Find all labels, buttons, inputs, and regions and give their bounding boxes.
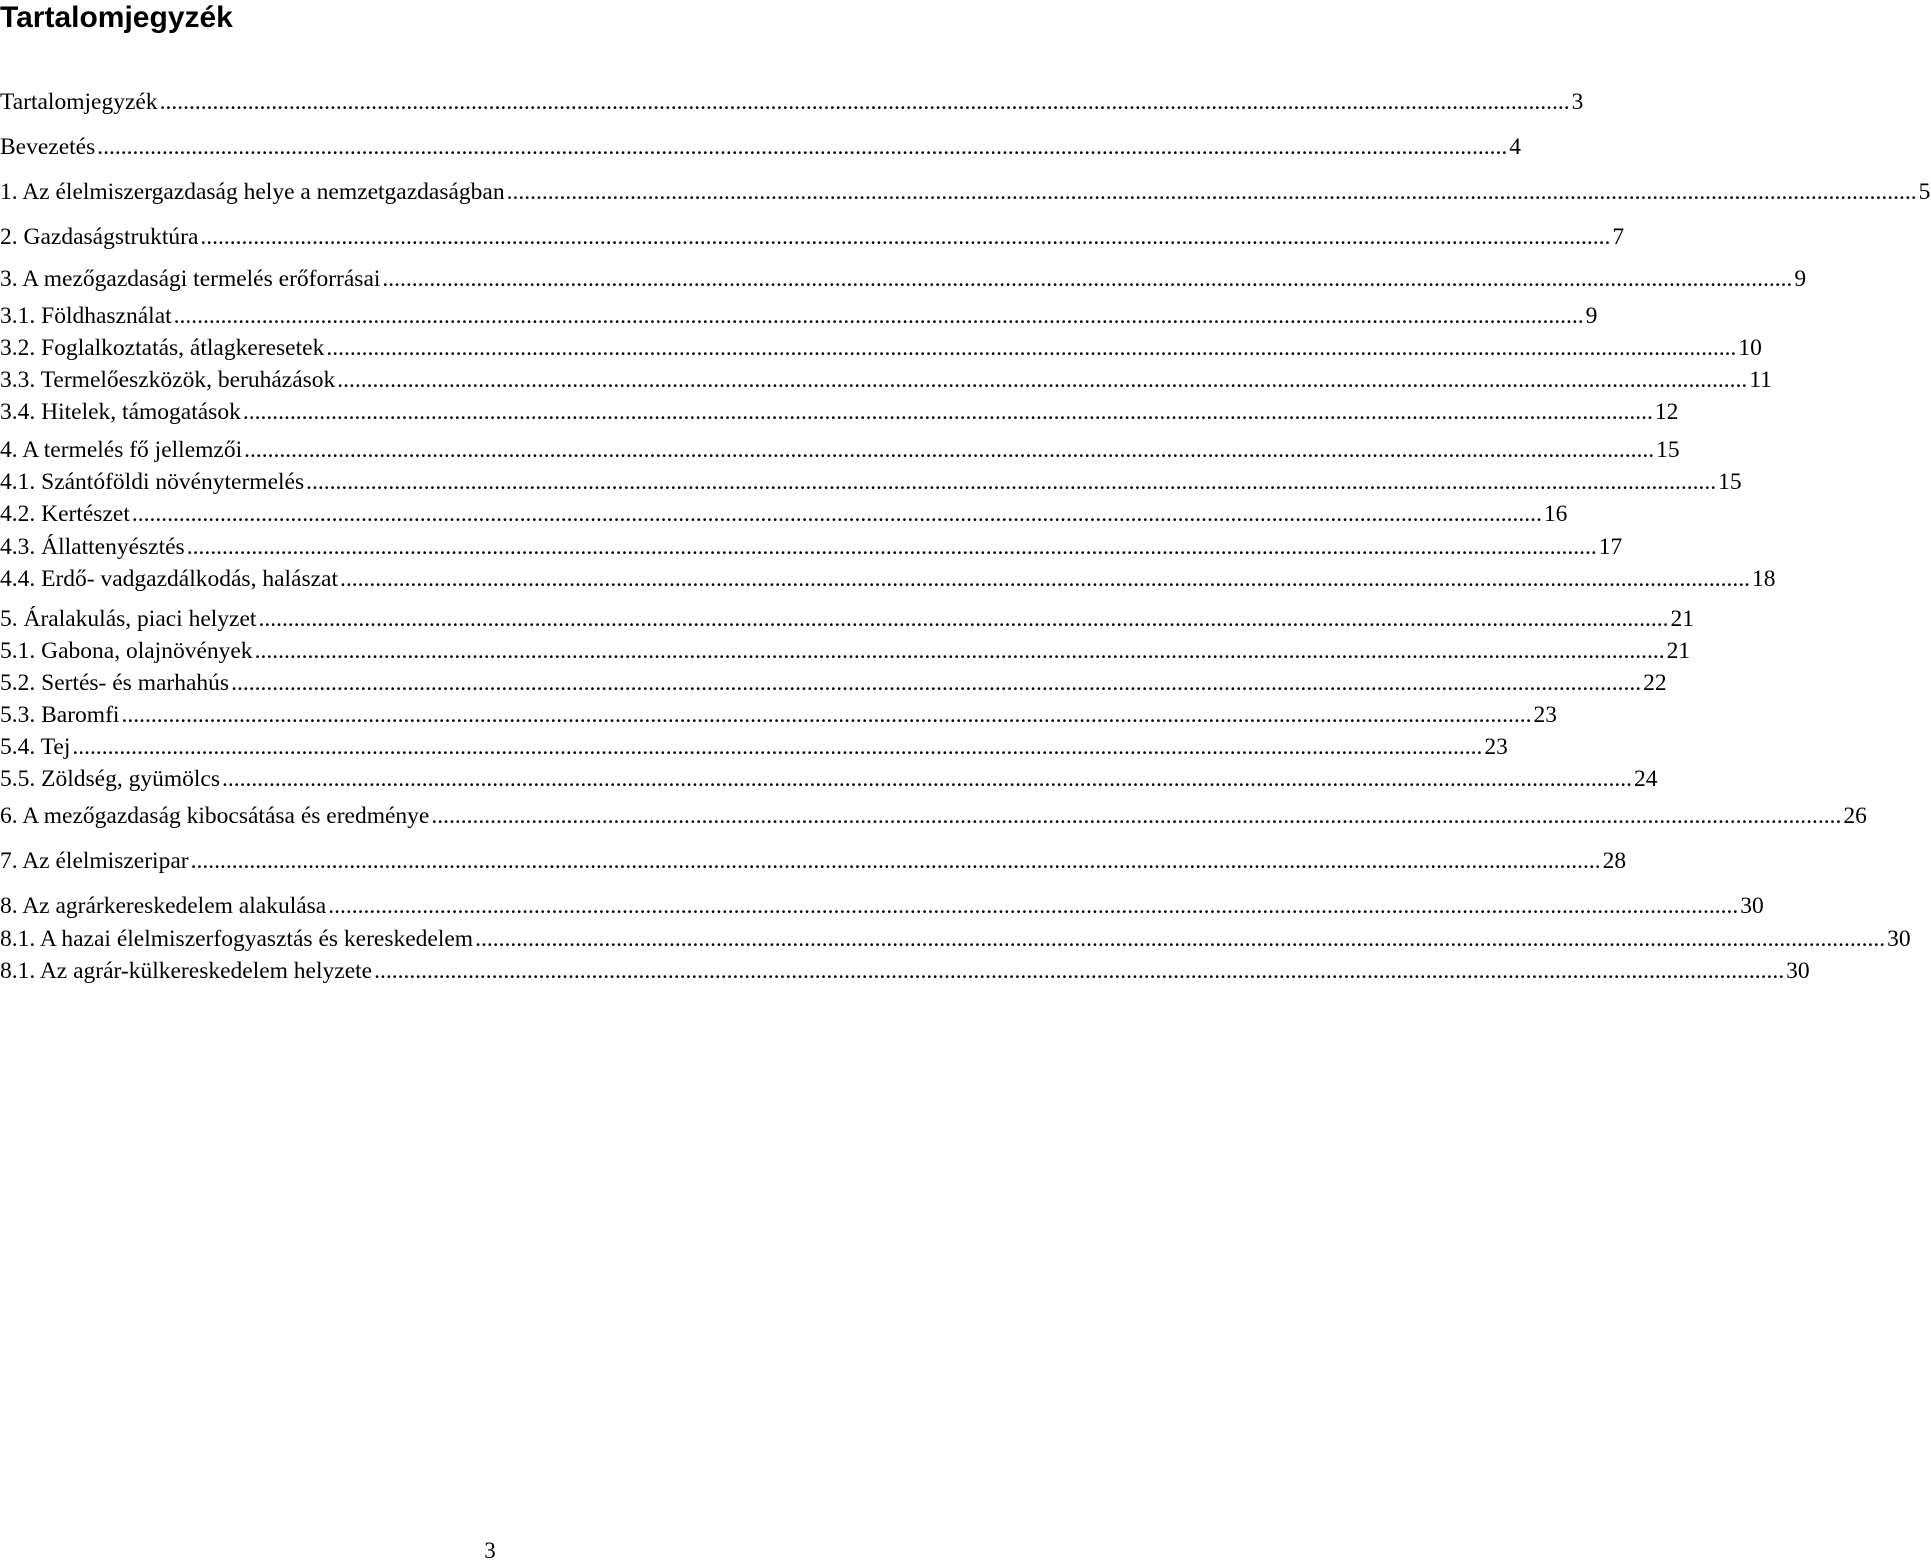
toc-entry-label: 6. A mezőgazdaság kibocsátása és eredménye (0, 803, 430, 829)
toc-entry-label: 8. Az agrárkereskedelem alakulása (0, 893, 327, 919)
toc-entry-page: 15 (1656, 437, 1680, 463)
toc-leader-dots: ................................................................................................................................................................................................................................................ (200, 224, 1611, 250)
toc-entry[interactable] (0, 731, 1508, 761)
toc-entry-label: 4. A termelés fő jellemzői (0, 437, 243, 463)
toc-entry[interactable] (0, 923, 1911, 953)
toc-entry-label: 4.4. Erdő- vadgazdálkodás, halászat (0, 566, 339, 592)
toc-entry-page: 23 (1484, 734, 1508, 760)
toc-leader-dots: ................................................................................................................................................................................................................................................ (190, 848, 1601, 874)
toc-entry-page: 15 (1718, 469, 1742, 495)
toc-entry-page: 9 (1585, 303, 1598, 329)
toc-entry-page: 23 (1533, 702, 1557, 728)
toc-leader-dots: ................................................................................................................................................................................................................................................ (186, 534, 1597, 560)
toc-entry-page: 12 (1654, 399, 1679, 425)
toc-entry-label: Bevezetés (0, 134, 96, 160)
toc-leader-dots: ................................................................................................................................................................................................................................................ (97, 134, 1508, 160)
toc-entry[interactable] (0, 667, 1667, 697)
toc-leader-dots: ................................................................................................................................................................................................................................................ (254, 638, 1665, 664)
toc-entry-page: 22 (1643, 670, 1667, 696)
toc-entry-page: 7 (1612, 224, 1625, 250)
toc-entry[interactable] (0, 263, 1807, 293)
toc-entry-label: 2. Gazdaságstruktúra (0, 224, 199, 250)
toc-leader-dots: ................................................................................................................................................................................................................................................ (475, 926, 1886, 952)
toc-entry-page: 16 (1543, 501, 1568, 527)
toc-leader-dots: ................................................................................................................................................................................................................................................ (258, 606, 1669, 632)
toc-entry[interactable] (0, 396, 1679, 426)
toc-leader-dots: ................................................................................................................................................................................................................................................ (244, 437, 1655, 463)
toc-entry-page: 21 (1670, 606, 1694, 632)
toc-entry-label: 8.1. Az agrár-külkereskedelem helyzete (0, 958, 373, 984)
toc-entry-page: 30 (1786, 958, 1810, 984)
toc-entry[interactable] (0, 86, 1584, 116)
toc-leader-dots: ................................................................................................................................................................................................................................................ (328, 893, 1739, 919)
toc-entry[interactable] (0, 364, 1772, 394)
toc-entry-label: 3.3. Termelőeszközök, beruházások (0, 367, 336, 393)
toc-entry-label: 3.4. Hitelek, támogatások (0, 399, 241, 425)
toc-entry-label: 4.2. Kertészet (0, 501, 130, 527)
toc-leader-dots: ................................................................................................................................................................................................................................................ (374, 958, 1785, 984)
toc-leader-dots: ................................................................................................................................................................................................................................................ (337, 367, 1748, 393)
toc-entry[interactable] (0, 635, 1691, 665)
toc-entry[interactable] (0, 332, 1762, 362)
toc-entry-page: 11 (1749, 367, 1772, 393)
page-number: 3 (484, 1538, 496, 1563)
toc-entry-page: 5 (1918, 179, 1931, 205)
toc-entry-page: 30 (1887, 926, 1911, 952)
toc-entry-label: 5.1. Gabona, olajnövények (0, 638, 253, 664)
toc-leader-dots: ................................................................................................................................................................................................................................................ (72, 734, 1483, 760)
toc-entry[interactable] (0, 434, 1680, 464)
toc-entry-label: 4.3. Állattenyésztés (0, 534, 185, 560)
toc-leader-dots: ................................................................................................................................................................................................................................................ (326, 335, 1737, 361)
toc-entry[interactable] (0, 845, 1627, 875)
toc-entry-page: 9 (1794, 266, 1807, 292)
toc-entry[interactable] (0, 531, 1623, 561)
toc-entry-label: 5.3. Baromfi (0, 702, 120, 728)
toc-entry[interactable] (0, 603, 1694, 633)
toc-leader-dots: ................................................................................................................................................................................................................................................ (242, 399, 1653, 425)
toc-entry-page: 21 (1666, 638, 1691, 664)
toc-entry-label: 5.2. Sertés- és marhahús (0, 670, 230, 696)
toc-entry-page: 30 (1740, 893, 1764, 919)
toc-leader-dots: ................................................................................................................................................................................................................................................ (506, 179, 1917, 205)
toc-leader-dots: ................................................................................................................................................................................................................................................ (306, 469, 1717, 495)
toc-leader-dots: ................................................................................................................................................................................................................................................ (231, 670, 1642, 696)
toc-entry[interactable] (0, 131, 1522, 161)
toc-leader-dots: ................................................................................................................................................................................................................................................ (431, 803, 1842, 829)
toc-entry[interactable] (0, 563, 1776, 593)
toc-entry-label: 3. A mezőgazdasági termelés erőforrásai (0, 266, 381, 292)
toc-entry-page: 4 (1509, 134, 1522, 160)
toc-entry-page: 10 (1738, 335, 1762, 361)
toc-entry[interactable] (0, 800, 1867, 830)
toc-entry[interactable] (0, 466, 1742, 496)
toc-entry[interactable] (0, 890, 1764, 920)
toc-entry-label: Tartalomjegyzék (0, 89, 158, 115)
toc-entry-label: 3.1. Földhasználat (0, 303, 172, 329)
toc-entry-label: 5. Áralakulás, piaci helyzet (0, 606, 257, 632)
toc-entry-page: 3 (1571, 89, 1584, 115)
toc-entry-page: 26 (1843, 803, 1867, 829)
toc-entry[interactable] (0, 221, 1625, 251)
toc-entry-label: 3.2. Foglalkoztatás, átlagkeresetek (0, 335, 325, 361)
toc-leader-dots: ................................................................................................................................................................................................................................................ (159, 89, 1570, 115)
toc-entry[interactable] (0, 176, 1931, 206)
toc-entry-label: 1. Az élelmiszergazdaság helye a nemzetgazdaságban (0, 179, 505, 205)
toc-entry-page: 28 (1602, 848, 1627, 874)
toc-leader-dots: ................................................................................................................................................................................................................................................ (121, 702, 1532, 728)
toc-entry[interactable] (0, 300, 1598, 330)
toc-entry-label: 4.1. Szántóföldi növénytermelés (0, 469, 305, 495)
toc-entry-label: 5.5. Zöldség, gyümölcs (0, 766, 220, 792)
toc-entry[interactable] (0, 498, 1568, 528)
toc-entry-label: 7. Az élelmiszeripar (0, 848, 189, 874)
page-title: Tartalomjegyzék (0, 1, 233, 34)
toc-leader-dots: ................................................................................................................................................................................................................................................ (173, 303, 1584, 329)
toc-leader-dots: ................................................................................................................................................................................................................................................ (131, 501, 1542, 527)
toc-entry-label: 5.4. Tej (0, 734, 71, 760)
toc-leader-dots: ................................................................................................................................................................................................................................................ (340, 566, 1751, 592)
toc-entry-page: 18 (1752, 566, 1776, 592)
toc-entry-page: 17 (1598, 534, 1623, 560)
toc-entry-page: 24 (1633, 766, 1658, 792)
toc-entry[interactable] (0, 955, 1810, 985)
toc-leader-dots: ................................................................................................................................................................................................................................................ (382, 266, 1793, 292)
toc-leader-dots: ................................................................................................................................................................................................................................................ (221, 766, 1632, 792)
toc-entry[interactable] (0, 699, 1557, 729)
toc-entry[interactable] (0, 763, 1658, 793)
toc-entry-label: 8.1. A hazai élelmiszerfogyasztás és kereskedelem (0, 926, 474, 952)
